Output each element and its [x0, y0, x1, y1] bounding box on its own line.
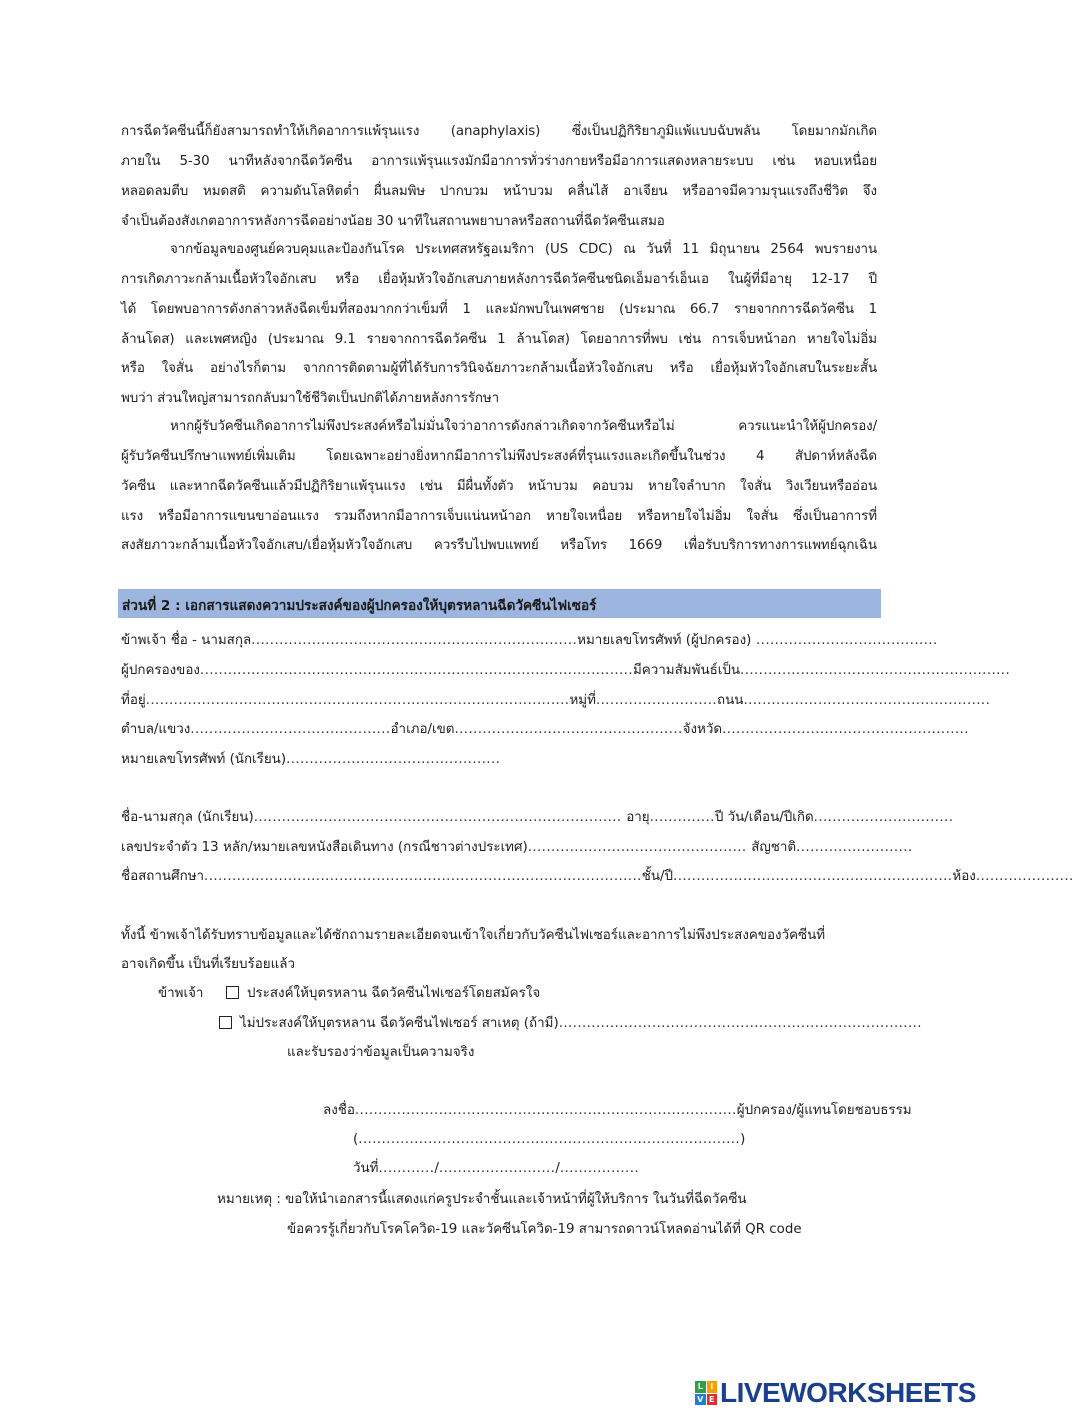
school-label: ชื่อสถานศึกษา	[121, 869, 205, 884]
id-number-label: เลขประจำตัว 13 หลัก/หมายเลขหนังสือเดินทาง (กรณีชาวต่างประเทศ)	[121, 840, 528, 855]
consent-option-no-row	[219, 1014, 922, 1034]
signature-label: ลงชื่อ	[323, 1103, 355, 1118]
school-field[interactable]: ..............................................................................................	[204, 869, 642, 884]
guardian-of-label: ผู้ปกครองของ	[121, 663, 200, 678]
date-month-field[interactable]: .........................	[438, 1161, 556, 1176]
guardian-of-field[interactable]: .............................................................................................	[199, 663, 633, 678]
liveworksheets-logo	[695, 1375, 976, 1411]
liveworksheets-logo-text: LIVEWORKSHEETS	[720, 1377, 976, 1408]
form-line-district	[121, 720, 969, 740]
student-name-label: ชื่อ-นามสกุล (นักเรียน)	[121, 810, 254, 825]
paragraph-3-line-5: สงสัยภาวะกล้ามเนื้อหัวใจอักเสบ/เยื่อหุ้มหัวใจอักเสบ ควรรีบไปพบแพทย์ หรือโทร 1669 เพื่อรับบริการทางการแพทย์ฉุกเฉิน	[121, 538, 877, 553]
form-line-school	[121, 867, 1074, 887]
consent-yes-label: ประสงค์ให้บุตรหลาน ฉีดวัคซีนไฟเซอร์โดยสมัครใจ	[246, 986, 541, 1001]
paragraph-2-line-6: พบว่า ส่วนใหญ่สามารถกลับมาใช้ชีวิตเป็นปกติได้ภายหลังการรักษา	[121, 391, 500, 406]
paragraph-3-line-4: แรง หรือมีอาการแขนขาอ่อนแรง รวมถึงหากมีอาการเจ็บแน่นหน้าอก หายใจเหนื่อย หรือหายใจไม่อิ่ม ใจสั่น ซึ่งเป็นอาการที่	[121, 509, 877, 524]
consent-no-label: ไม่ประสงค์ให้บุตรหลาน ฉีดวัคซีนไฟเซอร์ สาเหตุ (ถ้ามี)	[240, 1016, 559, 1031]
logo-mark-e: E	[707, 1394, 718, 1406]
age-label: อายุ	[626, 810, 650, 825]
province-field[interactable]: .....................................................	[722, 722, 969, 737]
grade-label: ชั้น/ปี	[641, 869, 674, 884]
address-label: ที่อยู่	[121, 693, 146, 708]
date-day-field[interactable]: ............	[378, 1161, 435, 1176]
nationality-field[interactable]: .........................	[796, 840, 913, 855]
date-slash-2: /	[555, 1161, 560, 1176]
form-line-id-number	[121, 838, 913, 858]
road-field[interactable]: .....................................................	[743, 693, 991, 708]
form-line-guardian-of	[121, 661, 1010, 681]
paragraph-3-line-2: ผู้รับวัคซีนปรึกษาแพทย์เพิ่มเติม โดยเฉพาะอย่างยิ่งหากมีอาการไม่พึงประสงค์ที่รุนแรงและเกิดขึ้นในช่วง 4 สัปดาห์หลังฉีด	[121, 449, 877, 464]
subdistrict-label: ตำบล/แขวง	[121, 722, 191, 737]
student-phone-field[interactable]: ..............................................	[286, 752, 501, 767]
paragraph-1-line-1: การฉีดวัคซีนนี้ก็ยังสามารถทำให้เกิดอาการแพ้รุนแรง (anaphylaxis) ซึ่งเป็นปฏิกิริยาภูมิแพ้แบบฉับพลัน โดยมากมักเกิด	[121, 124, 877, 139]
relationship-label: มีความสัมพันธ์เป็น	[632, 663, 741, 678]
signature-role: ผู้ปกครอง/ผู้แทนโดยชอบธรรม	[736, 1103, 912, 1118]
consent-line-2: อาจเกิดขึ้น เป็นที่เรียบร้อยแล้ว	[121, 957, 295, 972]
consent-line-1: ทั้งนี้ ข้าพเจ้าได้รับทราบข้อมูลและได้ซักถามรายละเอียดจนเข้าใจเกี่ยวกับวัคซีนไฟเซอร์และอาการไม่พึงประสงคของวัคซีนที่	[121, 928, 826, 943]
paragraph-1-line-3: หลอดลมตีบ หมดสติ ความดันโลหิตต่ำ ผื่นลมพิษ ปากบวม หน้าบวม คลื่นไส้ อาเจียน หรืออาจมีความรุนแรงถึงชีวิต จึง	[121, 184, 877, 199]
grade-field[interactable]: ............................................................	[673, 869, 953, 884]
paragraph-1-line-2: ภายใน 5-30 นาทีหลังจากฉีดวัคซีน อาการแพ้รุนแรงมักมีอาการทั่วร่างกายหรือมีอาการแสดงหลายระบบ เช่น หอบเหนื่อย	[121, 154, 877, 169]
room-field[interactable]: .....................	[975, 869, 1074, 884]
province-label: จังหวัด	[682, 722, 723, 737]
paragraph-2-line-2: การเกิดภาวะกล้ามเนื้อหัวใจอักเสบ หรือ เยื่อหุ้มหัวใจอักเสบภายหลังการฉีดวัคซีนชนิดเอ็มอาร์เอ็นเอ ในผู้ที่มีอายุ 12-17 ปี	[121, 272, 877, 287]
consent-prefix: ข้าพเจ้า	[158, 986, 204, 1001]
liveworksheets-logo-mark	[695, 1381, 717, 1405]
section-2-header	[118, 589, 881, 618]
paragraph-1-line-4: จำเป็นต้องสังเกตอาการหลังการฉีดอย่างน้อย 30 นาทีในสถานพยาบาลหรือสถานที่ฉีดวัคซีนเสมอ	[121, 214, 665, 229]
student-phone-label: หมายเลขโทรศัพท์ (นักเรียน)	[121, 752, 287, 767]
form-line-student-phone	[121, 750, 500, 770]
birthdate-field[interactable]: ..............................	[813, 810, 954, 825]
id-number-field[interactable]: ...............................................	[527, 840, 752, 855]
form-line-guardian-name	[121, 631, 938, 651]
paren-open: (	[353, 1132, 359, 1147]
date-row	[353, 1159, 639, 1179]
guardian-phone-label: หมายเลขโทรศัพท์ (ผู้ปกครอง)	[577, 633, 752, 648]
subdistrict-field[interactable]: ...........................................	[190, 722, 391, 737]
village-no-label: หมู่ที่	[569, 693, 596, 708]
signature-name-row	[353, 1130, 745, 1150]
date-slash-1: /	[434, 1161, 439, 1176]
district-label: อำเภอ/เขต	[390, 722, 455, 737]
consent-option-yes-row	[158, 984, 540, 1004]
paren-close: )	[740, 1132, 746, 1147]
student-name-field[interactable]: ...............................................................................	[253, 810, 627, 825]
age-field[interactable]: ..............	[649, 810, 715, 825]
date-year-field[interactable]: .................	[559, 1161, 640, 1176]
logo-mark-v: V	[695, 1394, 706, 1406]
nationality-label: สัญชาติ	[751, 840, 797, 855]
consent-certify: และรับรองว่าข้อมูลเป็นความจริง	[287, 1045, 475, 1060]
date-label: วันที่	[353, 1161, 379, 1176]
paragraph-2-line-1: จากข้อมูลของศูนย์ควบคุมและป้องกันโรค ประเทศสหรัฐอเมริกา (US CDC) ณ วันที่ 11 มิถุนายน 2564 พบรายงาน	[170, 242, 877, 257]
guardian-name-field[interactable]: ......................................................................	[251, 633, 578, 648]
form-line-address	[121, 691, 990, 711]
room-label: ห้อง	[952, 869, 976, 884]
district-field[interactable]: .................................................	[454, 722, 683, 737]
logo-mark-i: I	[707, 1381, 718, 1393]
paragraph-2-line-4: ล้านโดส) และเพศหญิง (ประมาณ 9.1 รายจากการฉีดวัคซีน 1 ล้านโดส) โดยอาการที่พบ เช่น การเจ็บหน้าอก หายใจไม่อิ่ม	[121, 332, 877, 347]
paragraph-2-line-3: ได้ โดยพบอาการดังกล่าวหลังฉีดเข็มที่สองมากกว่าเข็มที่ 1 และมักพบในเพศชาย (ประมาณ 66.7 รายจากการฉีดวัคซีน 1	[121, 302, 877, 317]
relationship-field[interactable]: ..........................................................	[740, 663, 1011, 678]
note-line-2: ข้อควรรู้เกี่ยวกับโรคโควิด-19 และวัคซีนโควิด-19 สามารถดาวน์โหลดอ่านได้ที่ QR code	[287, 1222, 802, 1237]
address-field[interactable]: ...........................................................................................	[145, 693, 570, 708]
village-no-field[interactable]: ..........................	[595, 693, 718, 708]
note-line-1: หมายเหตุ : ขอให้นำเอกสารนี้แสดงแก่ครูประจำชั้นและเจ้าหน้าที่ผู้ให้บริการ ในวันที่ฉีดวัคซีน	[217, 1192, 747, 1207]
paragraph-3-line-1: หากผู้รับวัคซีนเกิดอาการไม่พึงประสงค์หรือไม่มั่นใจว่าอาการดังกล่าวเกิดจากวัคซีนหรือไม่ ควรแนะนำให้ผู้ปกครอง/	[170, 419, 877, 434]
consent-yes-checkbox[interactable]	[226, 986, 239, 999]
signature-row	[323, 1101, 912, 1121]
paragraph-2-line-5: หรือ ใจสั่น อย่างไรก็ตาม จากการติดตามผู้ที่ได้รับการวินิจฉัยภาวะกล้ามเนื้อหัวใจอักเสบ หรือ เยื่อหุ้มหัวใจอักเสบในระยะสั้น	[121, 361, 877, 376]
printed-name-field[interactable]: ..................................................................................	[358, 1132, 741, 1147]
guardian-name-label: ข้าพเจ้า ชื่อ - นามสกุล	[121, 633, 252, 648]
form-line-student-name	[121, 808, 953, 828]
logo-mark-l: L	[695, 1381, 706, 1393]
consent-no-checkbox[interactable]	[219, 1016, 232, 1029]
guardian-phone-field[interactable]: .......................................	[751, 633, 938, 648]
consent-reason-field[interactable]: ..............................................................................	[558, 1016, 922, 1031]
section-2-title: ส่วนที่ 2 : เอกสารแสดงความประสงค์ของผู้ปกครองให้บุตรหลานฉีดวัคซีนไฟเซอร์	[122, 598, 597, 614]
birthdate-label: ปี วัน/เดือน/ปีเกิด	[714, 810, 814, 825]
road-label: ถนน	[717, 693, 744, 708]
signature-field[interactable]: ..................................................................................	[354, 1103, 737, 1118]
paragraph-3-line-3: วัคซีน และหากฉีดวัคซีนแล้วมีปฏิกิริยาแพ้รุนแรง เช่น มีผื่นทั้งตัว หน้าบวม คอบวม หายใจลำบาก ใจสั่น วิงเวียนหรืออ่อน	[121, 479, 877, 494]
